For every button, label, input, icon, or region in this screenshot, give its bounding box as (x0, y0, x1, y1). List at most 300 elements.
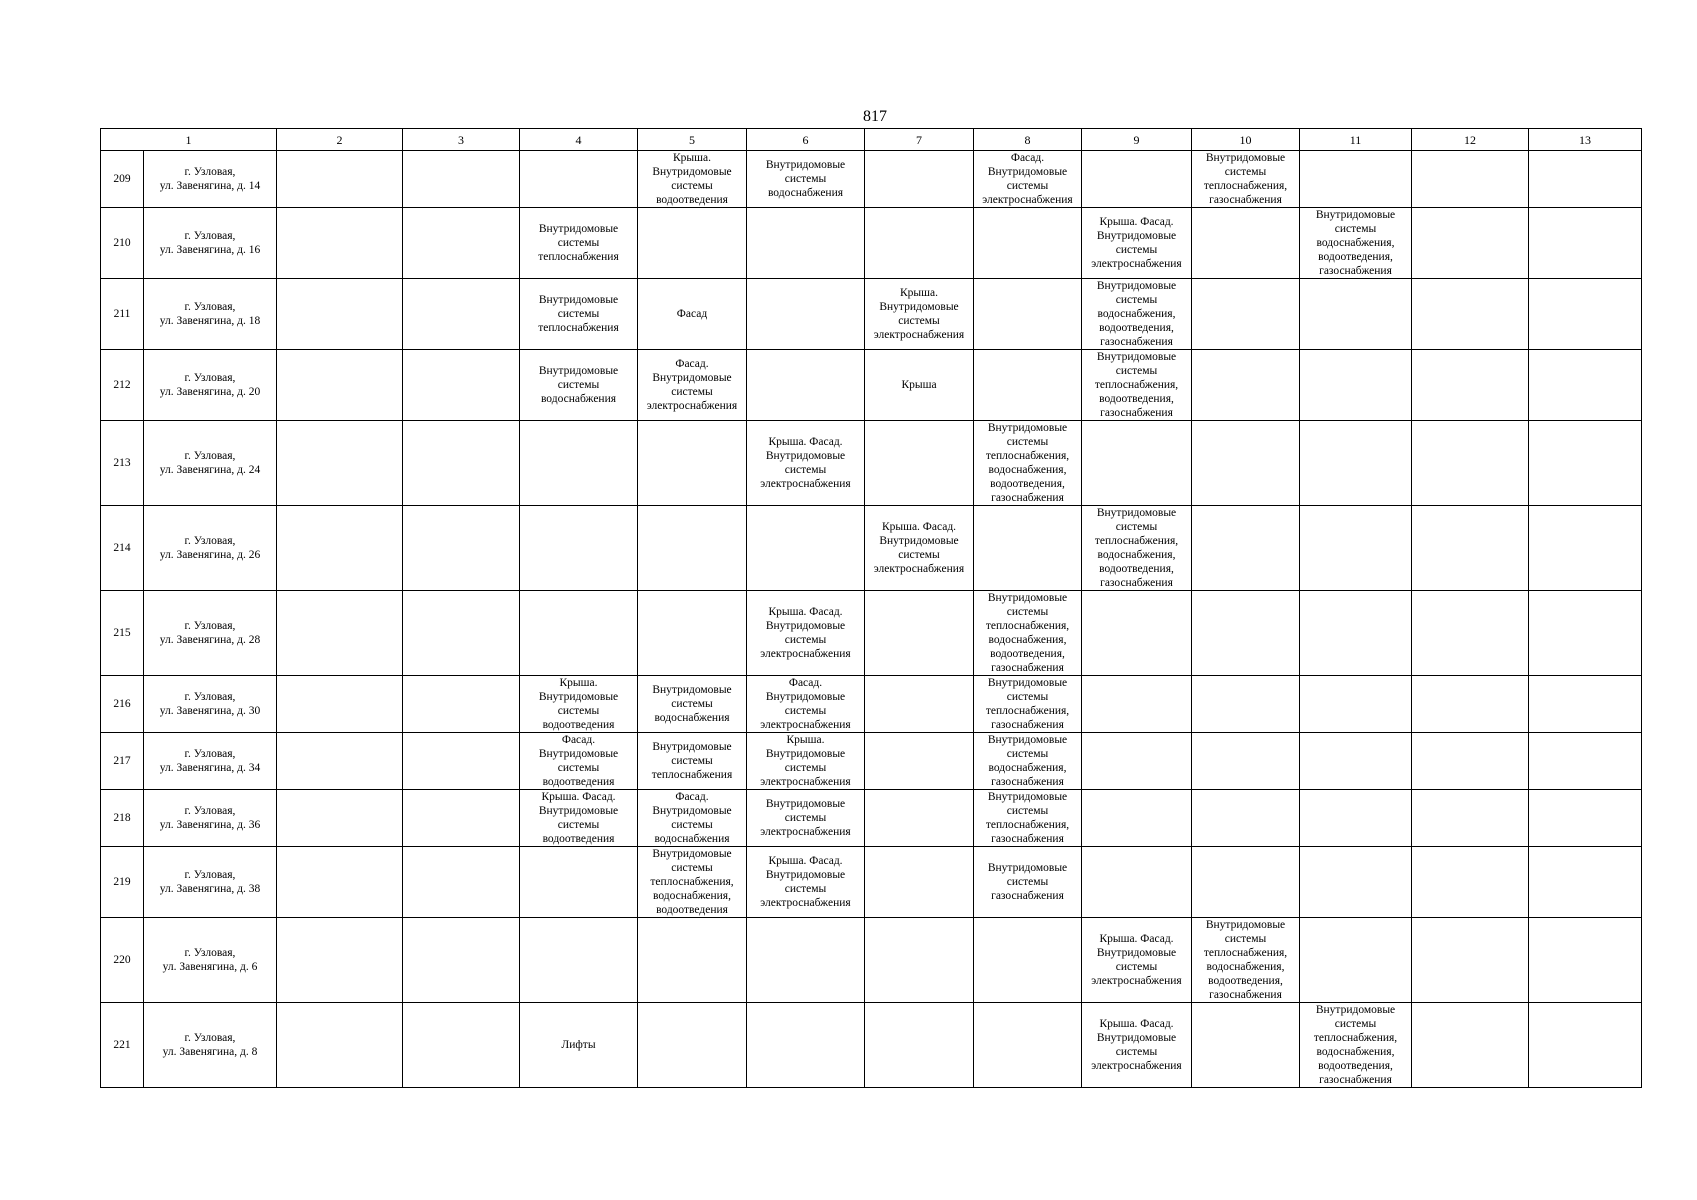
row-number: 216 (101, 676, 144, 733)
cell-text-line: теплоснабжения, (985, 620, 1070, 632)
cell-text-line: водоснабжения, (988, 634, 1067, 646)
row-number: 220 (101, 918, 144, 1003)
cell-text-line: водоснабжения, (1316, 237, 1395, 249)
work-cell-col-8 (974, 591, 1082, 676)
work-cell-col-7 (865, 421, 974, 506)
work-cell-col-6 (747, 591, 865, 676)
cell-text-line: ул. Завенягина, д. 18 (159, 315, 261, 327)
cell-text-line: системы (671, 386, 713, 398)
work-cell-col-2 (277, 208, 403, 279)
column-header-2: 2 (277, 129, 403, 151)
table-row (101, 506, 1642, 591)
cell-text-line: ул. Завенягина, д. 6 (162, 961, 258, 973)
cell-text-line: Крыша. Фасад. (768, 606, 843, 618)
cell-text-line: Крыша. (786, 734, 825, 746)
cell-text-line: электроснабжения (760, 719, 851, 731)
cell-text-line: теплоснабжения, (1203, 947, 1288, 959)
cell-text-line: теплоснабжения, (1094, 535, 1179, 547)
cell-text-line: водоснабжения, (988, 464, 1067, 476)
work-cell-col-6 (747, 847, 865, 918)
cell-text-line: водоснабжения (767, 187, 844, 199)
work-cell-col-7 (865, 506, 974, 591)
cell-text-line: электроснабжения (760, 478, 851, 490)
cell-text-line: газоснабжения (991, 492, 1064, 504)
cell-text-line: системы (1115, 294, 1158, 306)
work-cell-col-12 (1412, 208, 1529, 279)
work-cell-col-4 (520, 208, 638, 279)
cell-text-line: г. Узловая, (184, 805, 236, 817)
cell-text-line: системы (1006, 606, 1049, 618)
cell-text-line: электроснабжения (1091, 975, 1182, 987)
work-cell-col-13 (1529, 591, 1642, 676)
cell-text-line: электроснабжения (760, 826, 851, 838)
address-cell (144, 421, 277, 506)
cell-text-line: водоотведения, (1099, 322, 1174, 334)
cell-text-line: Внутридомовые (765, 620, 846, 632)
work-cell-col-5 (638, 676, 747, 733)
cell-text-line: системы (557, 819, 600, 831)
work-cell-col-3 (403, 279, 520, 350)
cell-text-line: электроснабжения (646, 400, 738, 412)
work-cell-col-3 (403, 350, 520, 421)
row-number: 212 (101, 350, 144, 421)
cell-text-line: водоснабжения (654, 712, 730, 724)
cell-text-line: газоснабжения (1209, 194, 1282, 206)
work-cell-col-7 (865, 733, 974, 790)
cell-text-line: г. Узловая, (184, 947, 236, 959)
cell-text-line: системы (784, 705, 827, 717)
cell-text-line: Крыша. Фасад. (768, 436, 843, 448)
cell-text-line: газоснабжения (1100, 336, 1173, 348)
work-cell-col-10 (1192, 733, 1300, 790)
cell-text-line: Внутридомовые (987, 422, 1068, 434)
cell-text-line: Внутридомовые (987, 592, 1068, 604)
work-cell-col-2 (277, 918, 403, 1003)
work-cell-col-3 (403, 676, 520, 733)
work-cell-col-13 (1529, 733, 1642, 790)
work-cell-col-7 (865, 591, 974, 676)
cell-text-line: системы (671, 698, 713, 710)
work-cell-col-12 (1412, 1003, 1529, 1088)
table-row (101, 847, 1642, 918)
cell-text-line: Внутридомовые (538, 223, 619, 235)
work-cell-col-8 (974, 279, 1082, 350)
work-cell-col-3 (403, 790, 520, 847)
cell-text-line: теплоснабжения, (1094, 379, 1179, 391)
cell-text-line: теплоснабжения, (650, 876, 734, 888)
address-cell (144, 151, 277, 208)
cell-text-line: водоотведения, (1208, 975, 1283, 987)
work-cell-col-13 (1529, 790, 1642, 847)
work-cell-col-4 (520, 847, 638, 918)
cell-text-line: Внутридомовые (538, 748, 619, 760)
row-number: 211 (101, 279, 144, 350)
work-cell-col-5 (638, 918, 747, 1003)
cell-text-line: водоснабжения, (1097, 308, 1176, 320)
work-cell-col-5 (638, 1003, 747, 1088)
cell-text-line: системы (1006, 805, 1049, 817)
cell-text-line: электроснабжения (1091, 1060, 1182, 1072)
row-number: 209 (101, 151, 144, 208)
cell-text-line: системы (557, 379, 600, 391)
work-cell-col-8 (974, 733, 1082, 790)
work-cell-col-13 (1529, 506, 1642, 591)
cell-text-line: Внутридомовые (652, 372, 732, 384)
work-cell-col-11 (1300, 279, 1412, 350)
work-cell-col-11 (1300, 733, 1412, 790)
cell-text-line: электроснабжения (873, 329, 965, 341)
work-cell-col-5 (638, 506, 747, 591)
work-cell-col-10 (1192, 790, 1300, 847)
work-cell-col-11 (1300, 350, 1412, 421)
cell-text-line: системы (1006, 436, 1049, 448)
work-cell-col-7 (865, 208, 974, 279)
cell-text-line: водоснабжения (654, 833, 730, 845)
cell-text-line: системы (1006, 180, 1049, 192)
cell-text-line: газоснабжения (991, 776, 1064, 788)
cell-text-line: водоотведения (656, 194, 728, 206)
cell-text-line: ул. Завенягина, д. 34 (159, 762, 261, 774)
work-cell-col-11 (1300, 918, 1412, 1003)
cell-text-line: г. Узловая, (184, 691, 236, 703)
cell-text-line: газоснабжения (991, 719, 1064, 731)
work-cell-col-5 (638, 591, 747, 676)
cell-text-line: электроснабжения (1091, 258, 1182, 270)
address-cell (144, 918, 277, 1003)
cell-text-line: г. Узловая, (184, 230, 236, 242)
cell-text-line: Крыша. (559, 677, 598, 689)
work-cell-col-8 (974, 208, 1082, 279)
work-cell-col-4 (520, 151, 638, 208)
work-cell-col-4 (520, 918, 638, 1003)
cell-text-line: ул. Завенягина, д. 26 (159, 549, 261, 561)
cell-text-line: системы (557, 308, 600, 320)
cell-text-line: Внутридомовые (987, 166, 1068, 178)
work-cell-col-2 (277, 151, 403, 208)
cell-text-line: Внутридомовые (879, 535, 959, 547)
work-cell-col-5 (638, 733, 747, 790)
cell-text-line: ул. Завенягина, д. 14 (159, 180, 261, 192)
work-cell-col-4 (520, 506, 638, 591)
cell-text-line: водоотведения, (1099, 563, 1174, 575)
work-cell-col-9 (1082, 847, 1192, 918)
cell-text-line: водоснабжения, (1316, 1046, 1395, 1058)
table-row (101, 733, 1642, 790)
work-cell-col-5 (638, 279, 747, 350)
work-cell-col-9 (1082, 676, 1192, 733)
cell-text-line: водоснабжения, (988, 762, 1067, 774)
work-cell-col-8 (974, 790, 1082, 847)
column-header-8: 8 (974, 129, 1082, 151)
cell-text-line: системы (557, 762, 600, 774)
cell-text-line: системы (671, 862, 713, 874)
work-cell-col-5 (638, 847, 747, 918)
work-cell-col-6 (747, 350, 865, 421)
cell-text-line: г. Узловая, (184, 372, 236, 384)
cell-text-line: Внутридомовые (652, 805, 732, 817)
cell-text-line: Крыша. Фасад. (1099, 216, 1174, 228)
cell-text-line: Внутридомовые (652, 684, 732, 696)
cell-text-line: Лифты (561, 1039, 596, 1051)
cell-text-line: водоотведения (542, 833, 615, 845)
address-cell (144, 506, 277, 591)
cell-text-line: Крыша. Фасад. (541, 791, 616, 803)
table-row (101, 790, 1642, 847)
cell-text-line: водоотведения, (1099, 393, 1174, 405)
address-cell (144, 847, 277, 918)
cell-text-line: Внутридомовые (1096, 1032, 1177, 1044)
cell-text-line: теплоснабжения, (1313, 1032, 1398, 1044)
work-cell-col-10 (1192, 847, 1300, 918)
cell-text-line: водоснабжения, (1097, 549, 1176, 561)
cell-text-line: системы (1334, 223, 1377, 235)
work-cell-col-7 (865, 790, 974, 847)
work-cell-col-9 (1082, 421, 1192, 506)
work-cell-col-2 (277, 279, 403, 350)
address-cell (144, 279, 277, 350)
cell-text-line: системы (784, 464, 827, 476)
address-cell (144, 676, 277, 733)
work-cell-col-10 (1192, 506, 1300, 591)
address-cell (144, 790, 277, 847)
work-cell-col-10 (1192, 1003, 1300, 1088)
cell-text-line: системы (1006, 876, 1049, 888)
row-number: 215 (101, 591, 144, 676)
work-cell-col-4 (520, 733, 638, 790)
work-cell-col-3 (403, 918, 520, 1003)
cell-text-line: Внутридомовые (987, 862, 1068, 874)
cell-text-line: Фасад. (1010, 152, 1045, 164)
cell-text-line: ул. Завенягина, д. 20 (159, 386, 261, 398)
cell-text-line: электроснабжения (873, 563, 965, 575)
cell-text-line: водоснабжения, (1206, 961, 1285, 973)
cell-text-line: Внутридомовые (538, 805, 619, 817)
cell-text-line: теплоснабжения, (985, 450, 1070, 462)
cell-text-line: Внутридомовые (538, 294, 619, 306)
work-cell-col-2 (277, 421, 403, 506)
cell-text-line: Внутридомовые (1096, 351, 1177, 363)
row-number: 218 (101, 790, 144, 847)
work-cell-col-11 (1300, 506, 1412, 591)
cell-text-line: водоснабжения (540, 393, 617, 405)
cell-text-line: Внутридомовые (1315, 209, 1396, 221)
cell-text-line: Внутридомовые (538, 365, 619, 377)
cell-text-line: Крыша. Фасад. (1099, 933, 1174, 945)
work-cell-col-2 (277, 790, 403, 847)
cell-text-line: Внутридомовые (1096, 230, 1177, 242)
work-cell-col-4 (520, 279, 638, 350)
row-number: 221 (101, 1003, 144, 1088)
work-cell-col-2 (277, 350, 403, 421)
work-cell-col-2 (277, 1003, 403, 1088)
cell-text-line: теплоснабжения (538, 322, 619, 334)
cell-text-line: электроснабжения (760, 897, 851, 909)
cell-text-line: Фасад. (675, 791, 709, 803)
cell-text-line: водоотведения, (1318, 1060, 1393, 1072)
work-cell-col-4 (520, 790, 638, 847)
cell-text-line: Крыша (901, 379, 937, 391)
table-row (101, 918, 1642, 1003)
table-row (101, 591, 1642, 676)
table-row (101, 1003, 1642, 1088)
work-cell-col-5 (638, 350, 747, 421)
cell-text-line: системы (1224, 933, 1267, 945)
cell-text-line: г. Узловая, (184, 450, 236, 462)
cell-text-line: теплоснабжения, (985, 705, 1070, 717)
page-number: 817 (863, 108, 887, 125)
work-cell-col-12 (1412, 790, 1529, 847)
cell-text-line: ул. Завенягина, д. 28 (159, 634, 261, 646)
work-cell-col-13 (1529, 421, 1642, 506)
column-header-7: 7 (865, 129, 974, 151)
work-cell-col-5 (638, 208, 747, 279)
work-cell-col-9 (1082, 790, 1192, 847)
work-cell-col-13 (1529, 847, 1642, 918)
work-cell-col-4 (520, 350, 638, 421)
cell-text-line: Внутридомовые (1205, 152, 1286, 164)
cell-text-line: теплоснабжения, (1203, 180, 1288, 192)
work-cell-col-6 (747, 1003, 865, 1088)
cell-text-line: Внутридомовые (1315, 1004, 1396, 1016)
cell-text-line: системы (784, 173, 827, 185)
cell-text-line: Крыша. (673, 152, 711, 164)
work-cell-col-12 (1412, 350, 1529, 421)
cell-text-line: Внутридомовые (652, 166, 732, 178)
cell-text-line: Крыша. (900, 287, 938, 299)
work-cell-col-8 (974, 676, 1082, 733)
work-cell-col-4 (520, 421, 638, 506)
work-cell-col-5 (638, 790, 747, 847)
work-cell-col-13 (1529, 1003, 1642, 1088)
cell-text-line: Внутридомовые (1096, 507, 1177, 519)
cell-text-line: газоснабжения (1319, 1074, 1392, 1086)
cell-text-line: Внутридомовые (765, 691, 846, 703)
cell-text-line: г. Узловая, (184, 535, 236, 547)
works-register-table (100, 128, 1642, 1088)
work-cell-col-2 (277, 676, 403, 733)
work-cell-col-12 (1412, 151, 1529, 208)
work-cell-col-11 (1300, 421, 1412, 506)
work-cell-col-3 (403, 1003, 520, 1088)
cell-text-line: газоснабжения (1319, 265, 1392, 277)
cell-text-line: системы (671, 819, 713, 831)
cell-text-line: ул. Завенягина, д. 16 (159, 244, 261, 256)
cell-text-line: г. Узловая, (184, 166, 236, 178)
row-number: 219 (101, 847, 144, 918)
work-cell-col-4 (520, 676, 638, 733)
work-cell-col-9 (1082, 208, 1192, 279)
work-cell-col-7 (865, 1003, 974, 1088)
work-cell-col-2 (277, 847, 403, 918)
work-cell-col-6 (747, 279, 865, 350)
cell-text-line: газоснабжения (1100, 407, 1173, 419)
cell-text-line: водоотведения (656, 904, 728, 916)
work-cell-col-7 (865, 151, 974, 208)
work-cell-col-9 (1082, 918, 1192, 1003)
work-cell-col-3 (403, 733, 520, 790)
column-number-header-row (101, 129, 1642, 151)
cell-text-line: г. Узловая, (184, 869, 236, 881)
row-number: 217 (101, 733, 144, 790)
work-cell-col-11 (1300, 591, 1412, 676)
work-cell-col-7 (865, 847, 974, 918)
work-cell-col-6 (747, 790, 865, 847)
table-row (101, 208, 1642, 279)
work-cell-col-3 (403, 591, 520, 676)
cell-text-line: газоснабжения (1209, 989, 1282, 1001)
work-cell-col-13 (1529, 676, 1642, 733)
work-cell-col-10 (1192, 350, 1300, 421)
cell-text-line: водоснабжения, (653, 890, 731, 902)
cell-text-line: г. Узловая, (184, 301, 236, 313)
cell-text-line: ул. Завенягина, д. 36 (159, 819, 261, 831)
cell-text-line: электроснабжения (982, 194, 1073, 206)
cell-text-line: теплоснабжения (651, 769, 733, 781)
cell-text-line: газоснабжения (991, 833, 1064, 845)
cell-text-line: Внутридомовые (1096, 280, 1177, 292)
column-header-1: 1 (101, 129, 277, 151)
cell-text-line: г. Узловая, (184, 620, 236, 632)
work-cell-col-9 (1082, 279, 1192, 350)
work-cell-col-7 (865, 918, 974, 1003)
work-cell-col-6 (747, 918, 865, 1003)
cell-text-line: системы (784, 883, 827, 895)
cell-text-line: Крыша. Фасад. (768, 855, 843, 867)
work-cell-col-13 (1529, 350, 1642, 421)
work-cell-col-9 (1082, 1003, 1192, 1088)
work-cell-col-8 (974, 421, 1082, 506)
cell-text-line: Внутридомовые (652, 848, 732, 860)
work-cell-col-9 (1082, 733, 1192, 790)
cell-text-line: системы (784, 812, 827, 824)
work-cell-col-6 (747, 733, 865, 790)
work-cell-col-13 (1529, 279, 1642, 350)
column-header-13: 13 (1529, 129, 1642, 151)
cell-text-line: системы (1115, 365, 1158, 377)
cell-text-line: Крыша. Фасад. (881, 521, 957, 533)
cell-text-line: Внутридомовые (765, 159, 846, 171)
work-cell-col-6 (747, 151, 865, 208)
work-cell-col-13 (1529, 151, 1642, 208)
cell-text-line: Внутридомовые (1205, 919, 1286, 931)
cell-text-line: водоотведения (542, 776, 615, 788)
work-cell-col-13 (1529, 208, 1642, 279)
column-header-11: 11 (1300, 129, 1412, 151)
cell-text-line: ул. Завенягина, д. 24 (159, 464, 261, 476)
cell-text-line: ул. Завенягина, д. 38 (159, 883, 261, 895)
work-cell-col-9 (1082, 506, 1192, 591)
cell-text-line: системы (784, 762, 827, 774)
cell-text-line: водоотведения (542, 719, 615, 731)
work-cell-col-12 (1412, 733, 1529, 790)
work-cell-col-12 (1412, 591, 1529, 676)
work-cell-col-4 (520, 1003, 638, 1088)
column-header-12: 12 (1412, 129, 1529, 151)
cell-text-line: ул. Завенягина, д. 30 (159, 705, 261, 717)
work-cell-col-12 (1412, 506, 1529, 591)
cell-text-line: Внутридомовые (538, 691, 619, 703)
work-cell-col-11 (1300, 847, 1412, 918)
cell-text-line: Внутридомовые (765, 798, 846, 810)
work-cell-col-11 (1300, 1003, 1412, 1088)
cell-text-line: Внутридомовые (765, 748, 846, 760)
work-cell-col-11 (1300, 790, 1412, 847)
cell-text-line: системы (557, 705, 600, 717)
cell-text-line: Внутридомовые (987, 791, 1068, 803)
cell-text-line: системы (1115, 1046, 1158, 1058)
cell-text-line: Внутридомовые (652, 741, 732, 753)
cell-text-line: газоснабжения (991, 662, 1064, 674)
